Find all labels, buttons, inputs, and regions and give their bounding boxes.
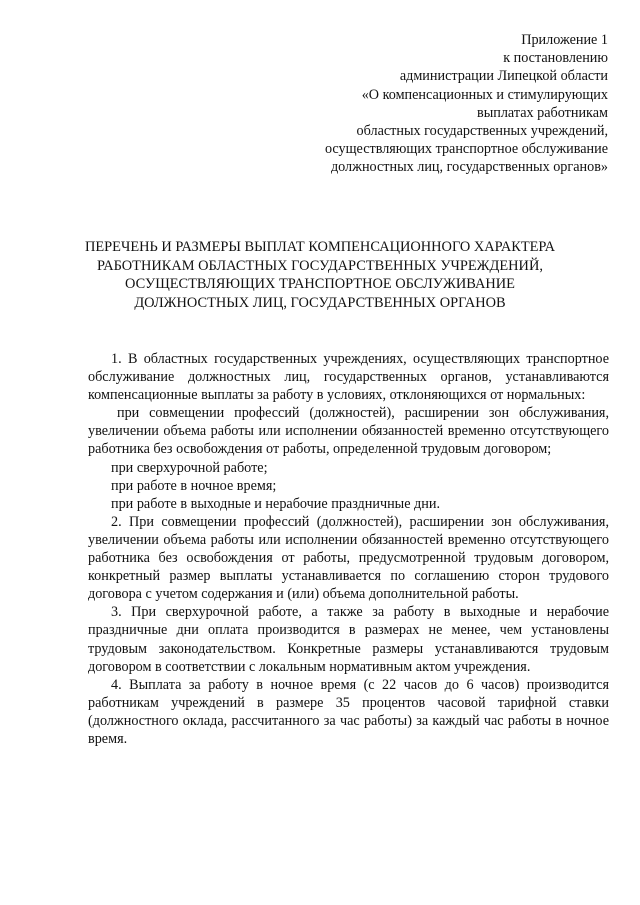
title-line: ОСУЩЕСТВЛЯЮЩИХ ТРАНСПОРТНОЕ ОБСЛУЖИВАНИЕ — [125, 276, 515, 293]
paragraph-2: 2. При совмещении профессий (должностей), расширении зон обслуживания, увеличении объема работы или исполнении обязанностей временно отсутствующего работника без освобождения от работы, предусмотренной трудовым договором, конкретный размер выплаты устанавливается по соглашению сторон трудового договора с учетом содержания и (или) объема дополнительной работы. — [88, 513, 609, 603]
appendix-line: Приложение 1 — [521, 32, 608, 48]
paragraph-4: 4. Выплата за работу в ночное время (с 22 часов до 6 часов) производится работникам учреждений в размере 35 процентов часовой тарифной ставки (должностного оклада, рассчитанного за час работы) за каждый час работы в ночное время. — [88, 676, 609, 747]
paragraph-1: 1. В областных государственных учреждениях, осуществляющих транспортное обслуживание должностных лиц, государственных органов, устанавливаются компенсационные выплаты за работу в условиях, отклоняющихся от нормальных: — [88, 351, 609, 404]
paragraph-1-item: при работе в ночное время; — [111, 477, 277, 494]
appendix-line: к постановлению — [503, 50, 608, 67]
appendix-header — [228, 31, 608, 177]
appendix-line: должностных лиц, государственных органов» — [330, 159, 608, 176]
appendix-line: администрации Липецкой области — [399, 68, 608, 85]
paragraph-3: 3. При сверхурочной работе, а также за работу в выходные и нерабочие праздничные дни оплата производится в размерах не менее, чем установлены трудовым законодательством. Конкретные размеры устанавливаются трудовым договором в соответствии с локальным нормативным актом учреждения. — [88, 604, 609, 675]
document-body — [88, 350, 609, 748]
title-line: РАБОТНИКАМ ОБЛАСТНЫХ ГОСУДАРСТВЕННЫХ УЧРЕЖДЕНИЙ, — [97, 257, 543, 274]
document-title — [60, 238, 580, 312]
paragraph-1-item: при сверхурочной работе; — [111, 459, 268, 476]
title-line: ПЕРЕЧЕНЬ И РАЗМЕРЫ ВЫПЛАТ КОМПЕНСАЦИОННОГО ХАРАКТЕРА — [85, 239, 555, 255]
appendix-line: областных государственных учреждений, — [356, 123, 608, 140]
appendix-line: осуществляющих транспортное обслуживание — [324, 141, 608, 158]
title-line: ДОЛЖНОСТНЫХ ЛИЦ, ГОСУДАРСТВЕННЫХ ОРГАНОВ — [134, 294, 506, 311]
paragraph-1-item: при работе в выходные и нерабочие праздничные дни. — [111, 495, 441, 512]
appendix-line: «О компенсационных и стимулирующих — [361, 86, 608, 103]
paragraph-1-item: при совмещении профессий (должностей), расширении зон обслуживания, увеличении объема работы или исполнении обязанностей временно отсутствующего работника без освобождения от работы, определенной трудовым договором; — [88, 405, 609, 458]
appendix-line: выплатах работникам — [477, 104, 608, 121]
